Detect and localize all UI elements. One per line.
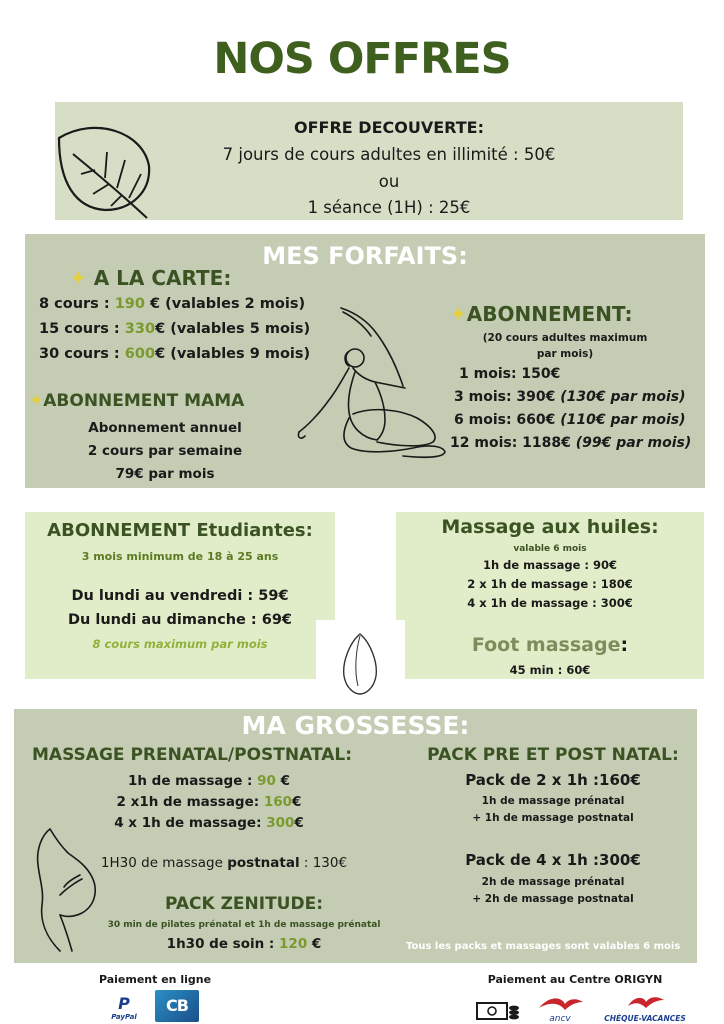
abonnement-row <box>459 366 560 382</box>
etudiantes-note: 8 cours maximum par mois <box>92 637 268 651</box>
cash-icon[interactable] <box>476 1000 520 1022</box>
abonnement-row <box>450 435 691 451</box>
carte-heading: A LA CARTE: <box>93 266 232 290</box>
zenitude-heading: PACK ZENITUDE: <box>164 894 324 914</box>
egg-logo-icon <box>316 620 405 709</box>
carte-row-detail: € (valables 9 mois) <box>155 346 311 362</box>
abonnement-row-price: 3 mois: 390€ <box>454 389 561 405</box>
zenitude-line-price: 120 <box>279 936 308 952</box>
ancv-bird-icon <box>535 994 585 1012</box>
huiles-panel <box>396 512 704 679</box>
abonnement-row-price: 6 mois: 660€ <box>454 412 561 428</box>
prenatal-row-price: 160 <box>263 794 293 810</box>
abonnement-row-monthly: (130€ par mois) <box>560 389 686 405</box>
prenatal-heading: MASSAGE PRENATAL/POSTNATAL: <box>32 745 353 765</box>
cb-label: CB <box>166 996 188 1015</box>
carte-row <box>39 321 310 337</box>
carte-row-price: 600 <box>124 346 156 362</box>
pack-1-line-1: 1h de massage prénatal <box>481 795 625 807</box>
zenitude-sub: 30 min de pilates prénatal et 1h de massage prénatal <box>107 920 381 930</box>
grossesse-panel <box>14 709 697 963</box>
prenatal-row <box>84 794 334 810</box>
foot-heading-row <box>396 634 704 656</box>
carte-row-price: 190 <box>114 296 145 312</box>
postnatal-row-price: : 130€ <box>299 855 348 871</box>
carte-row-price: 330 <box>124 321 156 337</box>
carte-row-detail: € (valables 5 mois) <box>155 321 311 337</box>
etudiantes-panel <box>25 512 335 679</box>
sparkle-icon: ✦ <box>450 302 467 326</box>
cheque-vacances-label: CHÈQUE-VACANCES <box>604 1014 686 1023</box>
pack-2-line-2: + 2h de massage postnatal <box>472 893 634 905</box>
foot-heading: Foot massage <box>471 634 621 656</box>
pack-heading: PACK PRE ET POST NATAL: <box>427 745 679 765</box>
prenatal-row <box>84 773 334 789</box>
pack-2-line-1: 2h de massage prénatal <box>481 876 625 888</box>
sparkle-icon: ✦ <box>29 391 44 411</box>
carte-row-detail: € (valables 2 mois) <box>144 296 306 312</box>
mama-line-2: 2 cours par semaine <box>87 443 243 459</box>
abonnement-row <box>454 389 686 405</box>
decouverte-line-3: 1 séance (1H) : 25€ <box>307 198 471 217</box>
zenitude-line-unit: € <box>307 936 322 952</box>
ancv-logo[interactable] <box>535 994 585 1024</box>
carte-row <box>39 296 305 312</box>
huiles-row: 2 x 1h de massage : 180€ <box>467 577 633 591</box>
huiles-row: 4 x 1h de massage : 300€ <box>467 596 633 610</box>
huiles-sub: valable 6 mois <box>513 544 587 554</box>
prenatal-row-label: 2 x1h de massage: <box>116 794 264 810</box>
prenatal-row-price: 300 <box>266 815 295 831</box>
carte-row-label: 8 cours : <box>39 296 115 312</box>
abonnement-row-monthly: (110€ par mois) <box>560 412 686 428</box>
forfaits-heading: MES FORFAITS: <box>262 242 468 270</box>
abonnement-heading-row <box>450 302 632 326</box>
foot-line: 45 min : 60€ <box>509 663 591 677</box>
abonnement-row-price: 12 mois: 1188€ <box>450 435 576 451</box>
huiles-heading: Massage aux huiles: <box>441 516 659 538</box>
postnatal-row-label: 1H30 de massage <box>100 855 228 871</box>
postnatal-row <box>84 855 364 871</box>
etudiantes-line-2: Du lundi au dimanche : 69€ <box>67 612 293 628</box>
mama-heading: ABONNEMENT MAMA <box>43 391 245 411</box>
zenitude-line-label: 1h30 de soin : <box>166 936 280 952</box>
carte-row-label: 30 cours : <box>39 346 125 362</box>
logo <box>316 620 405 709</box>
prenatal-row-price: 90 <box>257 773 276 789</box>
abonnement-row-monthly: (99€ par mois) <box>575 435 692 451</box>
etudiantes-sub: 3 mois minimum de 18 à 25 ans <box>81 550 279 563</box>
mama-line-1: Abonnement annuel <box>88 420 242 436</box>
paypal-label: PayPal <box>111 1013 137 1021</box>
postnatal-row-emphasis: postnatal <box>227 855 300 871</box>
decouverte-line-1: 7 jours de cours adultes en illimité : 50€ <box>222 145 556 164</box>
forfaits-panel <box>25 234 705 488</box>
prenatal-row-unit: € <box>292 794 302 810</box>
cheque-vacances-icon <box>600 994 690 1010</box>
leaf-icon <box>55 114 160 222</box>
carte-row <box>39 346 310 362</box>
prenatal-row <box>84 815 334 831</box>
etudiantes-heading: ABONNEMENT Etudiantes: <box>47 520 313 541</box>
cheque-vacances-logo[interactable] <box>600 994 690 1024</box>
abonnement-sub-2: par mois) <box>536 348 594 360</box>
ancv-label: ancv <box>549 1014 571 1024</box>
etudiantes-line-1: Du lundi au vendredi : 59€ <box>71 588 289 604</box>
sparkle-icon: ✦ <box>70 266 87 290</box>
foot-heading-colon: : <box>620 634 629 656</box>
page-title: NOS OFFRES <box>213 34 511 84</box>
prenatal-row-label: 1h de massage : <box>127 773 258 789</box>
huiles-row: 1h de massage : 90€ <box>482 558 618 572</box>
pack-2-title: Pack de 4 x 1h :300€ <box>465 851 641 869</box>
carte-heading-row <box>70 266 231 290</box>
prenatal-row-unit: € <box>275 773 291 789</box>
mama-line-3: 79€ par mois <box>115 466 215 482</box>
abonnement-row-price: 1 mois: 150€ <box>459 366 561 382</box>
abonnement-heading: ABONNEMENT: <box>466 302 633 326</box>
online-payment-label: Paiement en ligne <box>98 973 212 986</box>
abonnement-row <box>454 412 686 428</box>
zenitude-line <box>84 936 404 952</box>
prenatal-row-unit: € <box>294 815 304 831</box>
carte-row-label: 15 cours : <box>39 321 125 337</box>
yoga-figure-icon <box>293 302 453 482</box>
offre-decouverte-panel <box>55 102 683 220</box>
centre-payment-label: Paiement au Centre ORIGYN <box>487 973 663 986</box>
decouverte-heading: OFFRE DECOUVERTE: <box>294 118 484 137</box>
pack-1-title: Pack de 2 x 1h :160€ <box>465 771 641 789</box>
grossesse-heading: MA GROSSESSE: <box>241 711 470 740</box>
abonnement-sub-1: (20 cours adultes maximum <box>482 332 648 344</box>
pack-1-line-2: + 1h de massage postnatal <box>472 812 634 824</box>
decouverte-line-2: ou <box>378 172 400 191</box>
mama-heading-row <box>29 391 244 411</box>
cb-card-icon[interactable] <box>155 990 199 1022</box>
prenatal-row-label: 4 x 1h de massage: <box>114 815 267 831</box>
paypal-icon[interactable]: P PayPal <box>104 994 144 1022</box>
grossesse-note: Tous les packs et massages sont valables 6 mois <box>406 941 681 952</box>
